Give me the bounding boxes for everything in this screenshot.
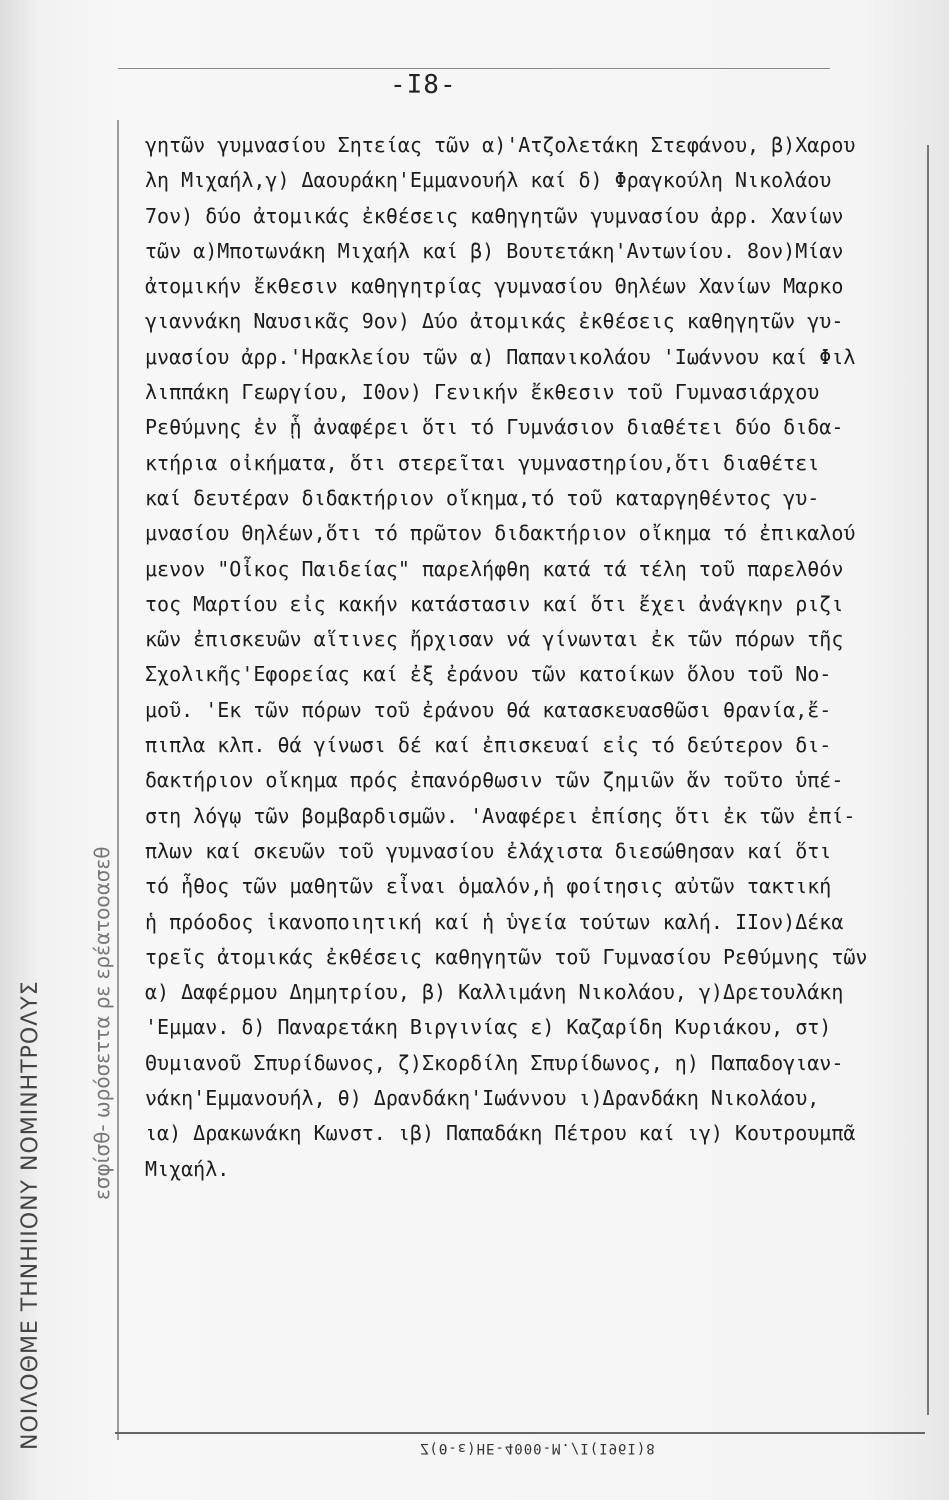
frame-bottom-rule [115, 1432, 925, 1434]
text-line: τῶν α)Μποτωνάκη Μιχαήλ καί β) Βουτετάκη'Αντωνίου. 8ον)Μίαν [145, 238, 844, 263]
text-line: α) Δαφέρμου Δημητρίου, β) Καλλιμάνη Νικολάου, γ)Δρετουλάκη [145, 980, 844, 1005]
frame-left-rule [117, 120, 119, 1440]
typewritten-body [145, 128, 935, 1187]
text-line: πιπλα κλπ. θά γίνωσι δέ καί ἐπισκευαί εἰς τό δεύτερον δι- [145, 733, 832, 758]
text-line: λη Μιχαήλ,γ) Δαουράκη'Εμμανουήλ καί δ) Φραγκούλη Νικολάου [145, 168, 832, 193]
text-line: μνασίου ἀρρ.'Ηρακλείου τῶν α) Παπανικολάου 'Ιωάννου καί Φιλ [145, 344, 856, 369]
text-line: στη λόγῳ τῶν βομβαρδισμῶν. 'Αναφέρει ἐπίσης ὅτι ἐκ τῶν ἐπί- [145, 803, 856, 828]
page-number: -Ι8- [390, 70, 457, 100]
text-line: Μιχαήλ. [145, 1156, 230, 1181]
text-line: μοῦ. 'Εκ τῶν πόρων τοῦ ἐράνου θά κατασκευασθῶσι θρανία,ἔ- [145, 697, 832, 722]
archive-stamp: ΝΟΙΛΟΘΜΕ ΤΗΝΗΙΙΟΝΥ ΝΟΜΙΝΗΤΡΟΛΥΣ [18, 980, 43, 1450]
text-line: Ρεθύμνης ἐν ᾗ ἀναφέρει ὅτι τό Γυμνάσιον διαθέτει δύο διδα- [145, 415, 844, 440]
text-line: κῶν ἐπισκευῶν αἵτινες ἤρχισαν νά γίνωνται ἐκ τῶν πόρων τῆς [145, 627, 844, 652]
text-line: τος Μαρτίου εἰς κακήν κατάστασιν καί ὅτι ἔχει ἀνάγκην ριζι [145, 591, 844, 616]
text-line: μνασίου Θηλέων,ὅτι τό πρῶτον διδακτήριον οἴκημα τό ἐπικαλού [145, 521, 856, 546]
text-line: κτήρια οἰκήματα, ὅτι στερεῖται γυμναστηρίου,ὅτι διαθέτει [145, 450, 820, 475]
text-line: μενον "Οἶκος Παιδείας" παρελήφθη κατά τά τέλη τοῦ παρελθόν [145, 556, 844, 581]
text-line: ια) Δρακωνάκη Κωνστ. ιβ) Παπαδάκη Πέτρου καί ιγ) Κουτρουμπᾶ [145, 1121, 856, 1146]
text-line: τρεῖς ἀτομικάς ἐκθέσεις καθηγητῶν τοῦ Γυμνασίου Ρεθύμνης τῶν [145, 944, 868, 969]
text-line: καί δευτέραν διδακτήριον οἴκημα,τό τοῦ καταργηθέντος γυ- [145, 485, 820, 510]
text-line: 7ον) δύο ἀτομικάς ἐκθέσεις καθηγητῶν γυμνασίου ἀρρ. Χανίων [145, 203, 844, 228]
text-line: ἡ πρόοδος ἱκανοποιητική καί ἡ ὑγεία τούτων καλή. ΙΙον)Δέκα [145, 909, 844, 934]
text-line: ἀτομικήν ἔκθεσιν καθηγητρίας γυμνασίου Θηλέων Χανίων Μαρκο [145, 274, 844, 299]
text-line: γιαννάκη Ναυσικᾶς 9ον) Δύο ἀτομικάς ἐκθέσεις καθηγητῶν γυ- [145, 309, 844, 334]
left-margin [0, 0, 125, 1500]
text-line: πλων καί σκευῶν τοῦ γυμνασίου ἐλάχιστα διεσώθησαν καί ὅτι [145, 838, 832, 863]
archive-stamp-secondary: εσφίσθ- ωρόσεττα ρε ερέατοοασεθ [90, 846, 114, 1200]
text-line: Σχολικῆς'Εφορείας καί ἐξ ἐράνου τῶν κατοίκων ὅλου τοῦ Νο- [145, 662, 832, 687]
text-line: λιππάκη Γεωργίου, Ι0ον) Γενικήν ἔκθεσιν τοῦ Γυμνασιάρχου [145, 380, 820, 405]
text-line: τό ἦθος τῶν μαθητῶν εἶναι ὁμαλόν,ἡ φοίτησις αὐτῶν τακτική [145, 874, 832, 899]
text-line: Θυμιανοῦ Σπυρίδωνος, ζ)Σκορδίλη Σπυρίδωνος, η) Παπαδογιαν- [145, 1050, 844, 1075]
text-line: 'Εμμαν. δ) Παναρετάκη Βιργινίας ε) Καζαρίδη Κυριάκου, στ) [145, 1015, 832, 1040]
text-line: γητῶν γυμνασίου Σητείας τῶν α)'Ατζολετάκη Στεφάνου, β)Χαρου [145, 133, 856, 157]
frame-top-rule [118, 68, 830, 69]
printer-code: Ζ(Θ-ε)ΗΕ-4000-Μ./Ι(Ι96Ι)8 [420, 1440, 656, 1456]
text-line: νάκη'Εμμανουήλ, θ) Δρανδάκη'Ιωάννου ι)Δρανδάκη Νικολάου, [145, 1086, 820, 1111]
text-line: δακτήριον οἴκημα πρός ἐπανόρθωσιν τῶν ζημιῶν ἅν τοῦτο ὑπέ- [145, 768, 844, 793]
